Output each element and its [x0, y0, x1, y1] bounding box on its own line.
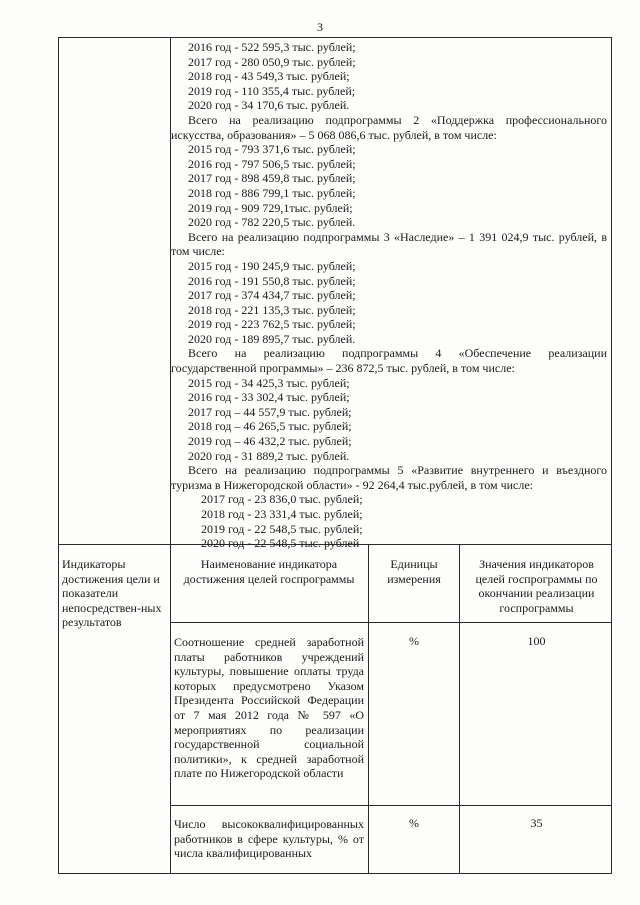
funding-summary: Всего на реализацию подпрограммы 3 «Наследие» – 1 391 024,9 тыс. рублей, в том числе:	[171, 229, 607, 259]
indicator-row-1-unit: %	[409, 634, 419, 648]
funding-year-line: 2016 год - 522 595,3 тыс. рублей;	[188, 40, 356, 54]
funding-year-line: 2020 год - 782 220,5 тыс. рублей.	[188, 215, 356, 230]
funding-year-line: 2015 год - 190 245,9 тыс. рублей;	[188, 258, 356, 273]
funding-year-line: 2018 год - 23 331,4 тыс. рублей;	[201, 507, 363, 521]
indicator-row-1-value: 100	[527, 634, 546, 648]
funding-year-line: 2019 год - 223 762,5 тыс. рублей;	[188, 317, 356, 332]
funding-year-line: 2019 год - 110 355,4 тыс. рублей;	[188, 83, 356, 98]
funding-year-line: 2019 год – 46 432,2 тыс. рублей;	[188, 434, 352, 449]
funding-year-line: 2017 год - 280 050,9 тыс. рублей;	[188, 54, 356, 69]
funding-summary: Всего на реализацию подпрограммы 2 «Поддержка профессионального искусства, образования» – 5 068 086,6 тыс. рублей, в том числе:	[171, 112, 607, 142]
funding-year-line: 2016 год - 191 550,8 тыс. рублей;	[188, 273, 356, 288]
indicators-section-label: Индикаторы достижения цели и показатели непосредствен-ных результатов	[62, 557, 162, 630]
funding-year-line: 2017 год - 374 434,7 тыс. рублей;	[188, 288, 356, 303]
funding-year-line: 2020 год - 34 170,6 тыс. рублей.	[188, 98, 350, 113]
funding-block	[171, 40, 607, 551]
funding-year-line: 2017 год - 23 836,0 тыс. рублей;	[201, 492, 363, 507]
funding-year-line: 2019 год - 22 548,5 тыс. рублей;	[201, 521, 363, 536]
funding-year-line: 2018 год – 46 265,5 тыс. рублей;	[188, 419, 352, 434]
funding-year-line: 2017 год – 44 557,9 тыс. рублей;	[188, 404, 352, 419]
funding-year-line: 2020 год - 22 548,5 тыс. рублей	[201, 536, 360, 551]
funding-year-line: 2019 год - 909 729,1тыс. рублей;	[188, 200, 353, 215]
row-divider-header	[170, 622, 611, 623]
funding-year-line: 2018 год - 43 549,3 тыс. рублей;	[188, 69, 350, 84]
program-table	[58, 37, 612, 874]
funding-year-line: 2016 год - 797 506,5 тыс. рублей;	[188, 156, 356, 171]
indicator-row-2-name: Число высококвалифицированных работников в сфере культуры, % от числа квалифицированных	[174, 817, 364, 861]
funding-year-line: 2017 год - 898 459,8 тыс. рублей;	[188, 171, 356, 186]
funding-year-line: 2020 год - 189 895,7 тыс. рублей.	[188, 331, 356, 346]
funding-year-line: 2020 год - 31 889,2 тыс. рублей.	[188, 448, 350, 463]
funding-year-line: 2018 год - 221 135,3 тыс. рублей;	[188, 302, 356, 317]
funding-summary: Всего на реализацию подпрограммы 5 «Развитие внутреннего и въездного туризма в Нижегородской области» - 92 264,4 тыс.рублей, в том числе:	[171, 463, 607, 492]
funding-year-line: 2016 год - 33 302,4 тыс. рублей;	[188, 390, 350, 405]
row-divider-row1	[170, 805, 611, 806]
header-unit: Единицы измерения	[387, 557, 441, 586]
indicator-row-2-value: 35	[530, 816, 543, 830]
funding-summary: Всего на реализацию подпрограммы 4 «Обеспечение реализации государственной программы» – 236 872,5 тыс. рублей, в том числе:	[171, 346, 607, 376]
header-indicator-name: Наименование индикатора достижения целей госпрограммы	[183, 557, 355, 586]
header-target-value: Значения индикаторов целей госпрограммы по окончании реализации госпрограммы	[475, 557, 598, 615]
indicator-row-2-unit: %	[409, 816, 419, 830]
funding-year-line: 2018 год - 886 799,1 тыс. рублей;	[188, 185, 356, 200]
funding-year-line: 2015 год - 793 371,6 тыс. рублей;	[188, 142, 356, 157]
indicator-row-1-name: Соотношение средней заработной платы работников учреждений культуры, повышение оплаты труда которых предусмотрено Указом Президента Российской Федерации от 7 мая 2012 года № 597 «О мероприятиях по реализации государственной социальной политики», к средней заработной плате по Нижегородской области	[174, 635, 364, 781]
funding-year-line: 2015 год - 34 425,3 тыс. рублей;	[188, 375, 350, 390]
page-number: 3	[317, 20, 323, 34]
